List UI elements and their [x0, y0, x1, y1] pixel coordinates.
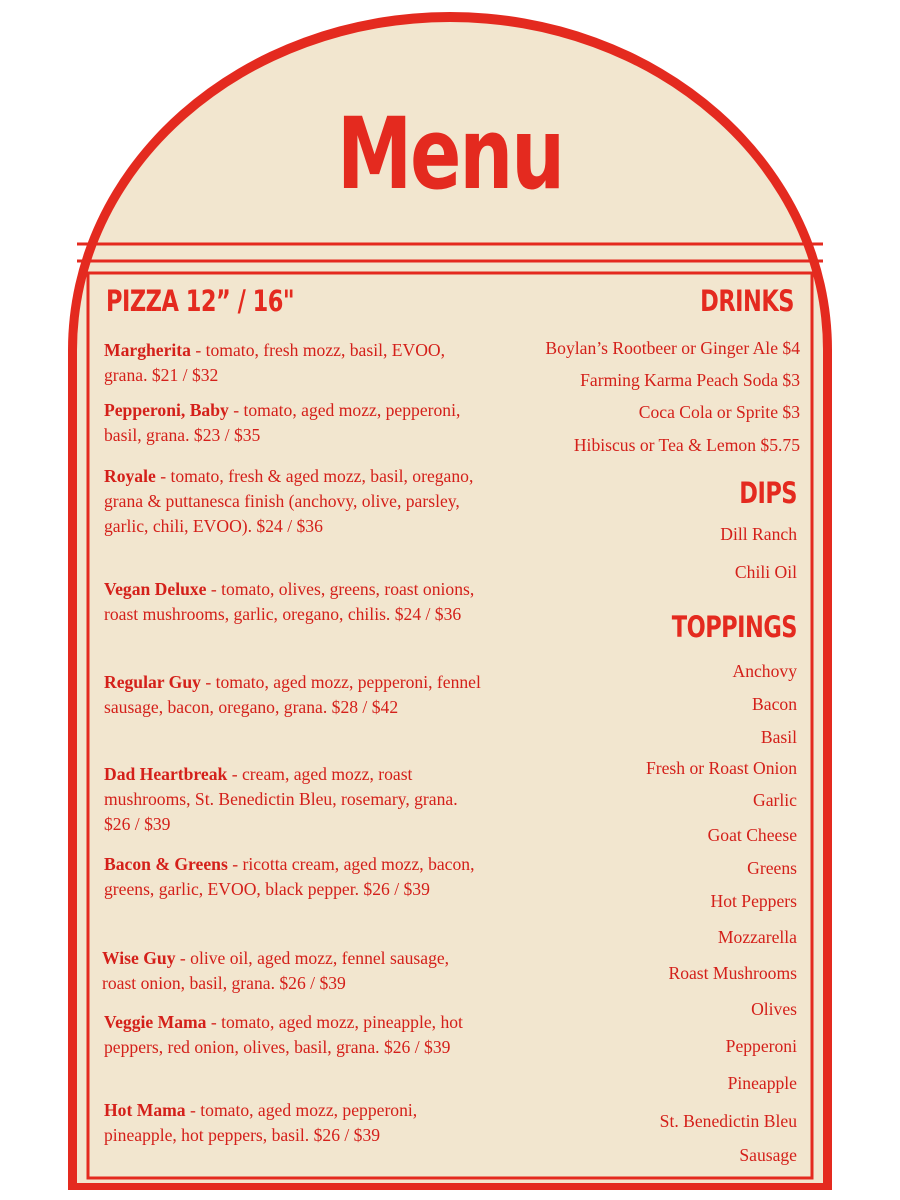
pizza-desc: - tomato, aged mozz, pepperoni, basil, grana. $23 / $35 [104, 400, 461, 445]
drink-item: Farming Karma Peach Soda $3 [580, 370, 800, 390]
pizza-name: Pepperoni, Baby [104, 400, 229, 420]
pizza-item-regular-guy [104, 670, 484, 720]
pizza-item-bacon-greens [104, 852, 484, 902]
topping-item: Roast Mushrooms [668, 963, 797, 983]
topping-item: Pepperoni [725, 1036, 797, 1056]
pizza-item-vegan-deluxe [104, 577, 484, 627]
pizza-name: Margherita [104, 340, 191, 360]
topping-item: Anchovy [732, 661, 797, 681]
pizza-item-pepperoni-baby [104, 398, 484, 448]
pizza-name: Veggie Mama [104, 1012, 207, 1032]
topping-item: Sausage [739, 1145, 797, 1165]
toppings-heading: TOPPINGS [671, 610, 797, 645]
pizza-desc: - tomato, aged mozz, pineapple, hot peppers, red onion, olives, basil, grana. $26 / $39 [104, 1012, 463, 1057]
topping-item: Bacon [752, 694, 797, 714]
topping-item: Olives [751, 999, 797, 1019]
drink-item: Boylan’s Rootbeer or Ginger Ale $4 [545, 338, 800, 358]
pizza-name: Royale [104, 466, 156, 486]
pizza-desc: - ricotta cream, aged mozz, bacon, greens, garlic, EVOO, black pepper. $26 / $39 [104, 854, 475, 899]
drinks-heading: DRINKS [700, 284, 794, 319]
pizza-item-wise-guy [102, 946, 472, 996]
pizza-name: Dad Heartbreak [104, 764, 228, 784]
topping-item: Garlic [753, 790, 797, 810]
pizza-desc: - tomato, fresh & aged mozz, basil, oregano, grana & puttanesca finish (anchovy, olive, parsley, garlic, chili, EVOO). $24 / $36 [104, 466, 474, 536]
topping-item: Pineapple [727, 1073, 797, 1093]
topping-item: Basil [760, 727, 797, 747]
topping-item: Goat Cheese [707, 825, 797, 845]
menu-title: Menu [336, 96, 564, 212]
topping-item: Mozzarella [717, 927, 797, 947]
pizza-item-margherita [104, 338, 484, 388]
dip-item: Dill Ranch [720, 524, 797, 544]
topping-item: Hot Peppers [710, 891, 797, 911]
pizza-desc: - tomato, olives, greens, roast onions, roast mushrooms, garlic, oregano, chilis. $24 / $36 [104, 579, 475, 624]
pizza-desc: - tomato, aged mozz, pepperoni, pineapple, hot peppers, basil. $26 / $39 [104, 1100, 418, 1145]
drink-item: Hibiscus or Tea & Lemon $5.75 [573, 435, 800, 455]
pizza-name: Bacon & Greens [104, 854, 228, 874]
pizza-item-hot-mama [104, 1098, 454, 1148]
pizza-name: Vegan Deluxe [104, 579, 207, 599]
drink-item: Coca Cola or Sprite $3 [638, 402, 800, 422]
pizza-desc: - olive oil, aged mozz, fennel sausage, roast onion, basil, grana. $26 / $39 [102, 948, 450, 993]
pizza-heading: PIZZA 12” / 16" [106, 284, 295, 319]
pizza-desc: - tomato, fresh mozz, basil, EVOO, grana. $21 / $32 [104, 340, 446, 385]
dips-heading: DIPS [739, 476, 797, 511]
pizza-item-veggie-mama [104, 1010, 484, 1060]
pizza-name: Hot Mama [104, 1100, 186, 1120]
pizza-item-royale [104, 464, 484, 539]
dip-item: Chili Oil [734, 562, 797, 582]
pizza-item-dad-heartbreak [104, 762, 484, 837]
topping-item: Fresh or Roast Onion [645, 758, 797, 778]
pizza-desc: - tomato, aged mozz, pepperoni, fennel sausage, bacon, oregano, grana. $28 / $42 [104, 672, 481, 717]
topping-item: Greens [747, 858, 797, 878]
pizza-name: Regular Guy [104, 672, 201, 692]
pizza-name: Wise Guy [102, 948, 176, 968]
pizza-desc: - cream, aged mozz, roast mushrooms, St. Benedictin Bleu, rosemary, grana. $26 / $39 [104, 764, 458, 834]
topping-item: St. Benedictin Bleu [659, 1111, 797, 1131]
